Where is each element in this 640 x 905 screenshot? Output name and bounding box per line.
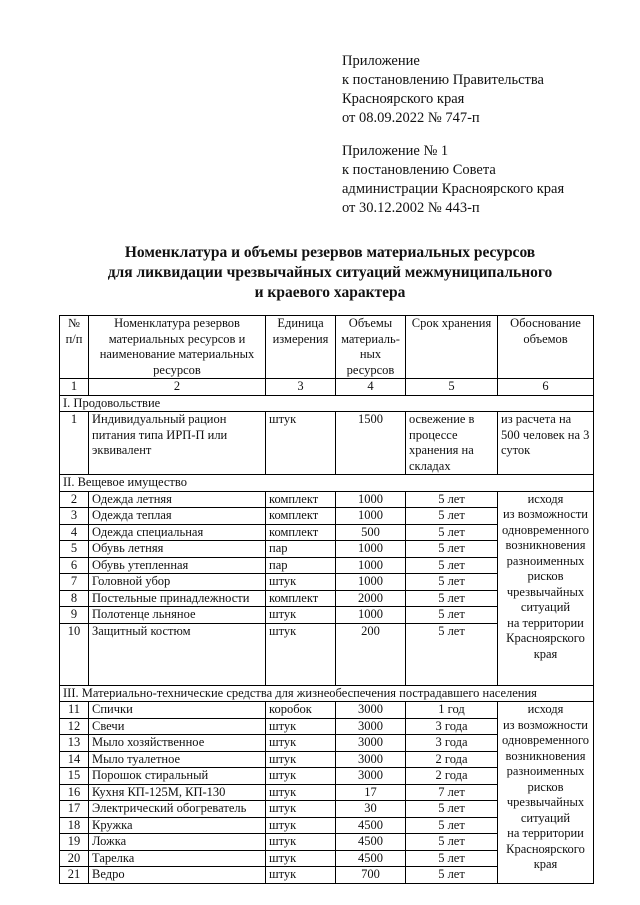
row-storage-term: 2 года — [406, 751, 498, 768]
row-storage-term: 3 года — [406, 735, 498, 752]
row-number: 15 — [60, 768, 89, 785]
row-quantity: 2000 — [336, 590, 406, 607]
column-number: 2 — [89, 379, 266, 396]
section-title: I. Продовольствие — [60, 395, 594, 412]
row-unit: штук — [266, 834, 336, 851]
row-unit: комплект — [266, 508, 336, 525]
row-number: 1 — [60, 412, 89, 475]
row-unit: штук — [266, 623, 336, 685]
column-number: 5 — [406, 379, 498, 396]
row-quantity: 1000 — [336, 557, 406, 574]
appendix2-line: Приложение № 1 — [342, 143, 449, 159]
row-unit: штук — [266, 801, 336, 818]
row-unit: пар — [266, 541, 336, 558]
row-quantity: 500 — [336, 524, 406, 541]
appendix-block-2 — [342, 142, 564, 218]
row-number: 9 — [60, 607, 89, 624]
row-number: 8 — [60, 590, 89, 607]
row-unit: штук — [266, 751, 336, 768]
row-name: Мыло хозяйственное — [89, 735, 266, 752]
appendix2-line: от 30.12.2002 № 443-п — [342, 200, 480, 216]
column-number: 1 — [60, 379, 89, 396]
section-row — [60, 475, 594, 492]
row-unit: коробок — [266, 702, 336, 719]
row-name: Порошок стиральный — [89, 768, 266, 785]
section-title: III. Материально-технические средства для жизнеобеспечения пострадавшего населения — [60, 685, 594, 702]
appendix1-line: Красноярского края — [342, 91, 465, 107]
row-storage-term: 5 лет — [406, 524, 498, 541]
section-row — [60, 395, 594, 412]
row-unit: комплект — [266, 524, 336, 541]
row-name: Индивидуальный рацион питания типа ИРП-П или эквивалент — [89, 412, 266, 475]
row-unit: штук — [266, 784, 336, 801]
row-storage-term: 5 лет — [406, 850, 498, 867]
appendix1-line: к постановлению Правительства — [342, 72, 544, 88]
row-name: Головной убор — [89, 574, 266, 591]
row-name: Одежда специальная — [89, 524, 266, 541]
row-storage-term: освежение в процессе хранения на складах — [406, 412, 498, 475]
row-number: 4 — [60, 524, 89, 541]
row-quantity: 1000 — [336, 607, 406, 624]
row-number: 6 — [60, 557, 89, 574]
row-quantity: 17 — [336, 784, 406, 801]
row-number: 7 — [60, 574, 89, 591]
row-name: Ложка — [89, 834, 266, 851]
section-row — [60, 685, 594, 702]
row-number: 2 — [60, 491, 89, 508]
row-unit: штук — [266, 574, 336, 591]
row-storage-term: 5 лет — [406, 557, 498, 574]
section-justification: исходя из возможности одновременного возникновения разноименных рисков чрезвычайных ситуаций на территории Красноярского края — [498, 702, 594, 884]
row-quantity: 200 — [336, 623, 406, 685]
row-quantity: 3000 — [336, 718, 406, 735]
row-name: Полотенце льняное — [89, 607, 266, 624]
row-storage-term: 5 лет — [406, 607, 498, 624]
column-number: 6 — [498, 379, 594, 396]
header-volume: Объемы материаль-ных ресурсов — [336, 316, 406, 379]
row-name: Одежда летняя — [89, 491, 266, 508]
row-number: 5 — [60, 541, 89, 558]
row-unit: комплект — [266, 590, 336, 607]
row-storage-term: 5 лет — [406, 508, 498, 525]
row-quantity: 700 — [336, 867, 406, 884]
row-number: 17 — [60, 801, 89, 818]
row-quantity: 4500 — [336, 817, 406, 834]
column-number: 3 — [266, 379, 336, 396]
row-number: 13 — [60, 735, 89, 752]
row-number: 12 — [60, 718, 89, 735]
row-name: Обувь утепленная — [89, 557, 266, 574]
row-name: Защитный костюм — [89, 623, 266, 685]
table-row — [60, 702, 594, 719]
row-name: Спички — [89, 702, 266, 719]
table-row — [60, 491, 594, 508]
appendix1-line: от 08.09.2022 № 747-п — [342, 110, 480, 126]
table-header — [60, 316, 594, 396]
row-number: 10 — [60, 623, 89, 685]
row-number: 18 — [60, 817, 89, 834]
document-title — [60, 243, 600, 303]
row-quantity: 1000 — [336, 541, 406, 558]
row-unit: штук — [266, 768, 336, 785]
section-justification: исходя из возможности одновременного возникновения разноименных рисков чрезвычайных ситуаций на территории Красноярского края — [498, 491, 594, 685]
row-unit: комплект — [266, 491, 336, 508]
row-name: Ведро — [89, 867, 266, 884]
row-storage-term: 7 лет — [406, 784, 498, 801]
header-storage-term: Срок хранения — [406, 316, 498, 379]
row-storage-term: 1 год — [406, 702, 498, 719]
row-quantity: 3000 — [336, 751, 406, 768]
row-quantity: 1500 — [336, 412, 406, 475]
section-title: II. Вещевое имущество — [60, 475, 594, 492]
row-quantity: 1000 — [336, 508, 406, 525]
row-storage-term: 5 лет — [406, 817, 498, 834]
header-justification: Обоснование объемов — [498, 316, 594, 379]
row-number: 16 — [60, 784, 89, 801]
appendix2-line: к постановлению Совета — [342, 162, 496, 178]
title-line: и краевого характера — [254, 284, 406, 301]
header-unit: Единица измерения — [266, 316, 336, 379]
row-name: Обувь летняя — [89, 541, 266, 558]
row-unit: штук — [266, 718, 336, 735]
column-number: 4 — [336, 379, 406, 396]
row-storage-term: 5 лет — [406, 623, 498, 685]
row-name: Одежда теплая — [89, 508, 266, 525]
row-unit: штук — [266, 850, 336, 867]
row-unit: штук — [266, 817, 336, 834]
row-number: 11 — [60, 702, 89, 719]
title-line: Номенклатура и объемы резервов материальных ресурсов — [124, 244, 536, 261]
row-unit: пар — [266, 557, 336, 574]
row-storage-term: 2 года — [406, 768, 498, 785]
header-number: № п/п — [60, 316, 89, 379]
row-quantity: 3000 — [336, 735, 406, 752]
row-number: 3 — [60, 508, 89, 525]
row-storage-term: 5 лет — [406, 541, 498, 558]
row-storage-term: 5 лет — [406, 590, 498, 607]
row-quantity: 1000 — [336, 574, 406, 591]
row-unit: штук — [266, 412, 336, 475]
row-name: Мыло туалетное — [89, 751, 266, 768]
row-storage-term: 5 лет — [406, 574, 498, 591]
appendix1-line: Приложение — [342, 53, 420, 69]
row-number: 21 — [60, 867, 89, 884]
row-quantity: 30 — [336, 801, 406, 818]
row-name: Постельные принадлежности — [89, 590, 266, 607]
row-name: Кружка — [89, 817, 266, 834]
row-quantity: 1000 — [336, 491, 406, 508]
row-number: 19 — [60, 834, 89, 851]
row-quantity: 4500 — [336, 834, 406, 851]
row-storage-term: 5 лет — [406, 491, 498, 508]
row-storage-term: 3 года — [406, 718, 498, 735]
row-name: Тарелка — [89, 850, 266, 867]
row-storage-term: 5 лет — [406, 867, 498, 884]
row-name: Свечи — [89, 718, 266, 735]
row-quantity: 3000 — [336, 768, 406, 785]
table-row — [60, 412, 594, 475]
row-quantity: 4500 — [336, 850, 406, 867]
row-storage-term: 5 лет — [406, 834, 498, 851]
header-nomenclature: Номенклатура резервов материальных ресурсов и наименование материальных ресурсов — [89, 316, 266, 379]
row-unit: штук — [266, 735, 336, 752]
resources-table — [59, 315, 594, 884]
row-unit: штук — [266, 607, 336, 624]
row-number: 14 — [60, 751, 89, 768]
row-quantity: 3000 — [336, 702, 406, 719]
appendix-block-1 — [342, 52, 544, 128]
row-justification: из расчета на 500 человек на 3 суток — [498, 412, 594, 475]
title-line: для ликвидации чрезвычайных ситуаций межмуниципального — [107, 264, 553, 281]
appendix2-line: администрации Красноярского края — [342, 181, 565, 197]
row-name: Электрический обогреватель — [89, 801, 266, 818]
row-unit: штук — [266, 867, 336, 884]
row-name: Кухня КП-125М, КП-130 — [89, 784, 266, 801]
row-number: 20 — [60, 850, 89, 867]
row-storage-term: 5 лет — [406, 801, 498, 818]
